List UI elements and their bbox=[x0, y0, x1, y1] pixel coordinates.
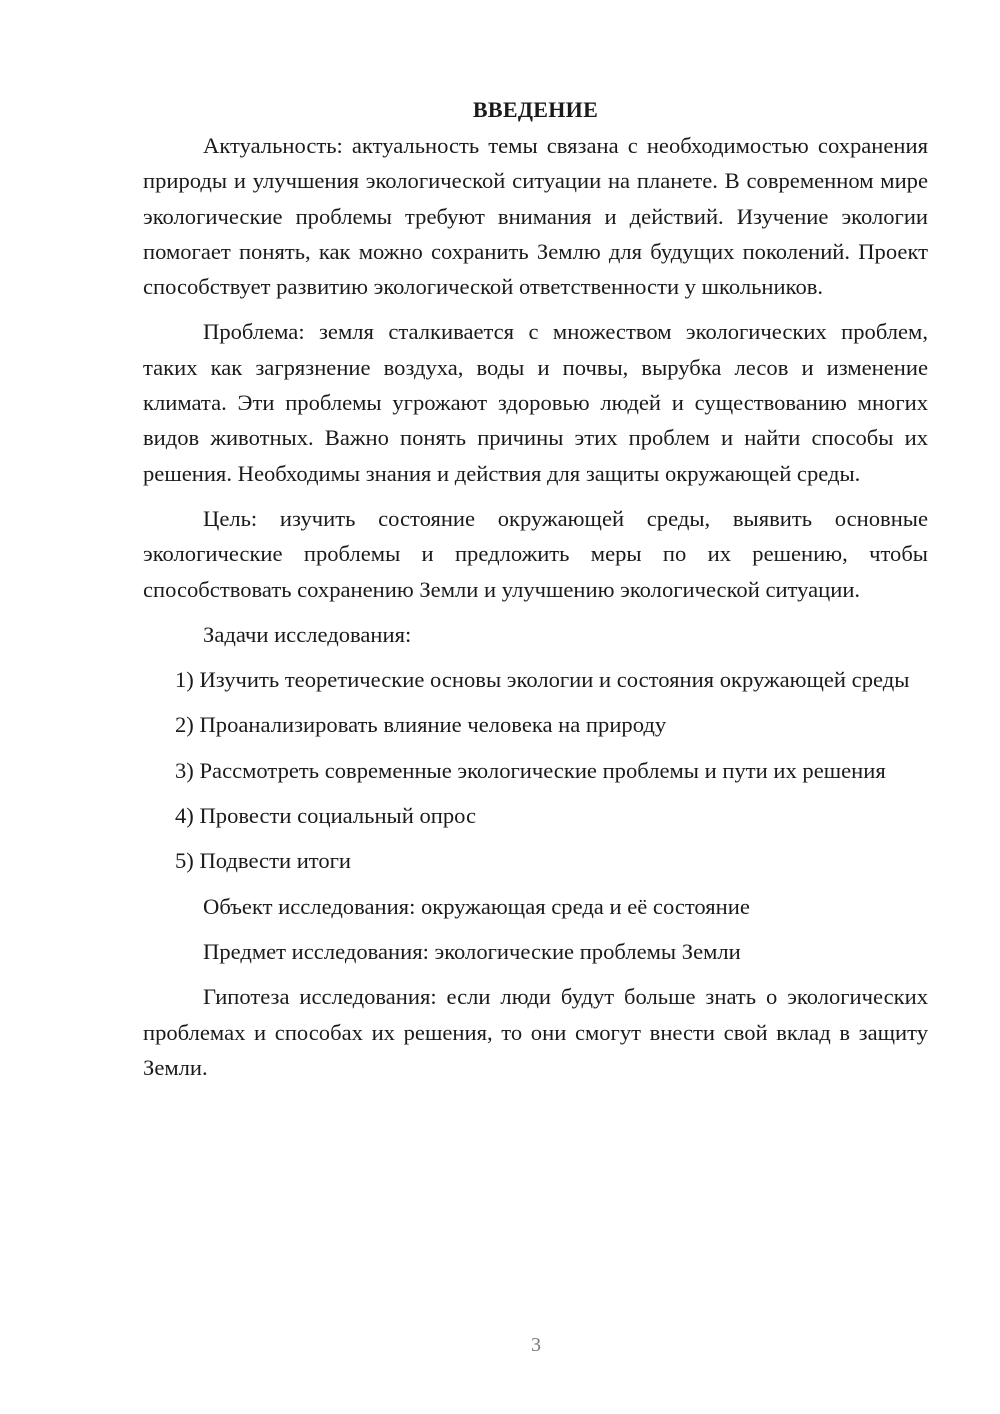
hypothesis-paragraph: Гипотеза исследования: если люди будут больше знать о экологических проблемах и способах их решения, то они смогут внести свой вклад в защиту Земли. bbox=[143, 984, 928, 1080]
task-item: 1) Изучить теоретические основы экологии и состояния окружающей среды bbox=[175, 667, 910, 693]
subject-paragraph: Предмет исследования: экологические проблемы Земли bbox=[203, 938, 741, 964]
task-item: 2) Проанализировать влияние человека на природу bbox=[175, 712, 667, 738]
task-item: 5) Подвести итоги bbox=[175, 848, 352, 874]
goal-paragraph: Цель: изучить состояние окружающей среды, выявить основные экологические проблемы и предложить меры по их решению, чтобы способствовать сохранению Земли и улучшению экологической ситуации. bbox=[143, 505, 928, 602]
tasks-heading: Задачи исследования: bbox=[203, 621, 412, 647]
task-item: 4) Провести социальный опрос bbox=[175, 803, 477, 829]
section-title: ВВЕДЕНИЕ bbox=[472, 97, 599, 122]
object-paragraph: Объект исследования: окружающая среда и её состояние bbox=[203, 893, 750, 919]
task-item: 3) Рассмотреть современные экологические проблемы и пути их решения bbox=[175, 757, 886, 783]
relevance-paragraph: Актуальность: актуальность темы связана с необходимостью сохранения природы и улучшения экологической ситуации на планете. В современном мире экологические проблемы требуют внимания и действий. Изучение экологии помогает понять, как можно сохранить Землю для будущих поколений. Проект способствует развитию экологической ответственности у школьников. bbox=[143, 133, 928, 300]
page-number: 3 bbox=[531, 1334, 541, 1356]
problem-paragraph: Проблема: земля сталкивается с множеством экологических проблем, таких как загрязнение воздуха, воды и почвы, вырубка лесов и изменение климата. Эти проблемы угрожают здоровью людей и существованию многих видов животных. Важно понять причины этих проблем и найти способы их решения. Необходимы знания и действия для защиты окружающей среды. bbox=[143, 319, 928, 486]
document-page bbox=[143, 92, 928, 1085]
